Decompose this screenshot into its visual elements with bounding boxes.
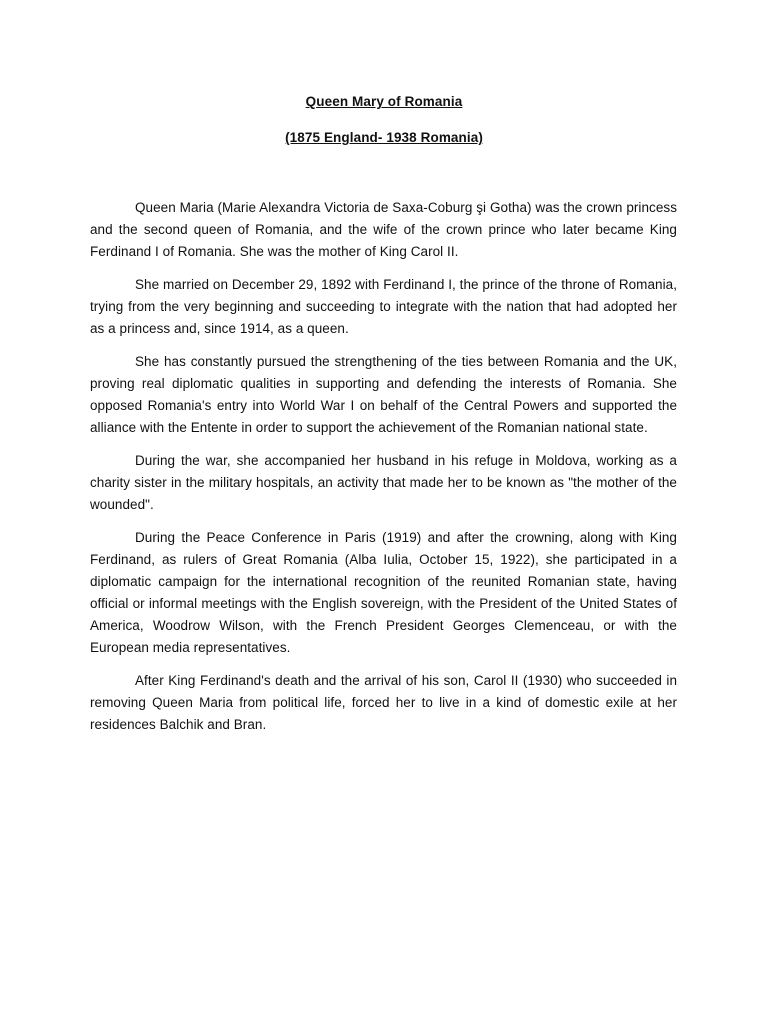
document-subtitle: (1875 England- 1938 Romania)	[285, 130, 483, 145]
paragraph-6: After King Ferdinand's death and the arrival of his son, Carol II (1930) who succeeded in removing Queen Maria from political life, forced her to live in a kind of domestic exile at her residences Balchik and Bran.	[90, 673, 677, 732]
paragraph-1: Queen Maria (Marie Alexandra Victoria de Saxa-Coburg şi Gotha) was the crown princess and the second queen of Romania, and the wife of the crown prince who later became King Ferdinand I of Romania. She was the mother of King Carol II.	[90, 200, 677, 259]
paragraph-3: She has constantly pursued the strengthening of the ties between Romania and the UK, proving real diplomatic qualities in supporting and defending the interests of Romania. She opposed Romania's entry into World War I on behalf of the Central Powers and supported the alliance with the Entente in order to support the achievement of the Romanian national state.	[90, 354, 677, 435]
paragraph-4: During the war, she accompanied her husband in his refuge in Moldova, working as a charity sister in the military hospitals, an activity that made her to be known as "the mother of the wounded".	[90, 453, 677, 512]
document-body	[90, 197, 677, 747]
document-title: Queen Mary of Romania	[305, 94, 463, 109]
paragraph-5: During the Peace Conference in Paris (1919) and after the crowning, along with King Ferdinand, as rulers of Great Romania (Alba Iulia, October 15, 1922), she participated in a diplomatic campaign for the international recognition of the reunited Romanian state, having official or informal meetings with the English sovereign, with the President of the United States of America, Woodrow Wilson, with the French President Georges Clemenceau, or with the European media representatives.	[90, 530, 677, 655]
paragraph-2: She married on December 29, 1892 with Ferdinand I, the prince of the throne of Romania, trying from the very beginning and succeeding to integrate with the nation that had adopted her as a princess and, since 1914, as a queen.	[90, 277, 677, 336]
